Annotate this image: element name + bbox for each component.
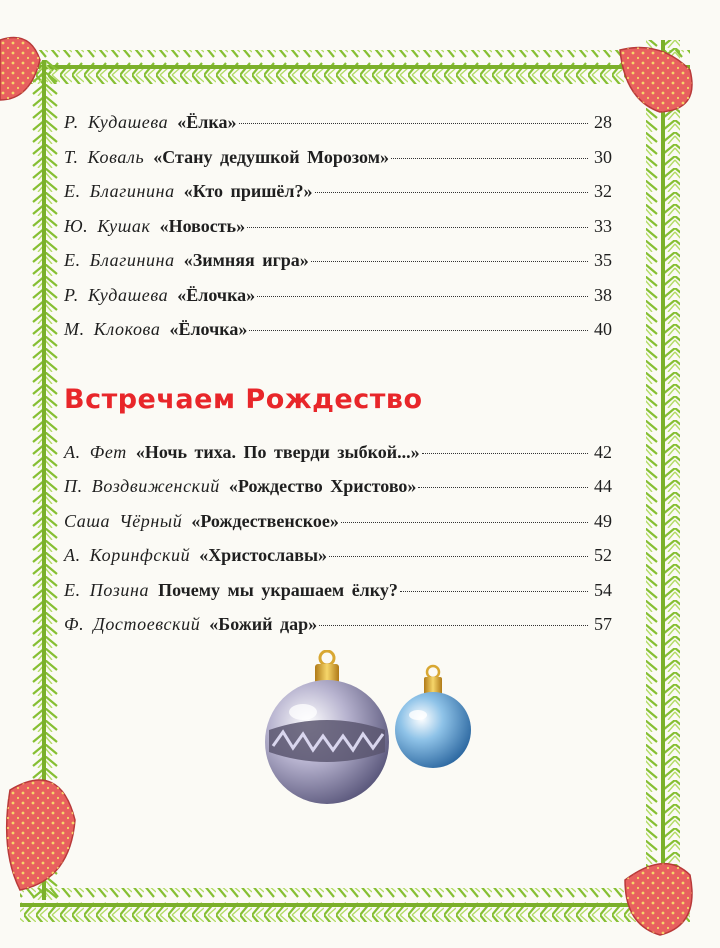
dot-leader: [319, 625, 588, 626]
toc-page-number: 49: [594, 510, 612, 531]
toc-author: А. Фет: [64, 441, 127, 462]
toc-author: Саша Чёрный: [64, 510, 183, 531]
dot-leader: [247, 227, 588, 228]
toc-page-number: 40: [594, 319, 612, 339]
toc-title: «Новость»: [159, 215, 246, 236]
toc-title: «Ёлка»: [177, 112, 237, 132]
toc-title: «Рождество Христово»: [228, 476, 417, 496]
toc-entry: [64, 614, 612, 649]
dot-leader: [341, 522, 588, 523]
toc-page-number: 38: [594, 284, 612, 305]
toc-entry: [64, 112, 612, 147]
toc-title: «Ёлочка»: [177, 284, 256, 305]
christmas-ball-icon: [255, 650, 485, 820]
toc-group-christmas: [64, 442, 612, 649]
toc-entry: [64, 442, 612, 477]
toc-title: «Ночь тиха. По тверди зыбкой...»: [135, 441, 420, 462]
toc-entry: [64, 319, 612, 354]
toc-page-number: 57: [594, 614, 612, 634]
toc-page-number: 52: [594, 545, 612, 565]
toc-entry: [64, 285, 612, 320]
toc-entry: [64, 181, 612, 216]
toc-entry: [64, 511, 612, 546]
toc-title: Почему мы украшаем ёлку?: [158, 579, 398, 600]
toc-author: А. Коринфский: [64, 545, 191, 565]
toc-page-number: 30: [594, 146, 612, 167]
toc-title: «Ёлочка»: [169, 319, 248, 339]
toc-entry: [64, 545, 612, 580]
dot-leader: [329, 556, 588, 557]
dot-leader: [239, 123, 589, 124]
section-heading: Встречаем Рождество: [64, 383, 423, 415]
toc-author: М. Клокова: [64, 319, 161, 339]
toc-author: Е. Позина: [64, 579, 150, 600]
dot-leader: [400, 591, 588, 592]
red-bow-icon: [7, 780, 75, 890]
toc-title: «Христославы»: [199, 545, 328, 565]
dot-leader: [315, 192, 588, 193]
toc-group-new-year: [64, 112, 612, 354]
toc-page-number: 32: [594, 181, 612, 201]
toc-title: «Стану дедушкой Морозом»: [153, 146, 389, 167]
dot-leader: [249, 330, 588, 331]
dot-leader: [422, 453, 588, 454]
toc-entry: [64, 147, 612, 182]
toc-title: «Рождественское»: [191, 510, 339, 531]
toc-author: Е. Благинина: [64, 181, 175, 201]
table-of-contents: [64, 112, 612, 649]
toc-entry: [64, 580, 612, 615]
toc-page-number: 54: [594, 579, 612, 600]
toc-author: Е. Благинина: [64, 250, 175, 270]
toc-entry: [64, 216, 612, 251]
dot-leader: [257, 296, 588, 297]
toc-page-number: 35: [594, 250, 612, 270]
toc-page-number: 44: [594, 476, 612, 496]
toc-author: Т. Коваль: [64, 146, 145, 167]
toc-title: «Божий дар»: [209, 614, 318, 634]
toc-author: П. Воздвиженский: [64, 476, 220, 496]
toc-title: «Зимняя игра»: [183, 250, 309, 270]
toc-author: Ф. Достоевский: [64, 614, 201, 634]
dot-leader: [311, 261, 588, 262]
toc-author: Ю. Кушак: [64, 215, 151, 236]
dot-leader: [391, 158, 588, 159]
toc-entry: [64, 250, 612, 285]
toc-title: «Кто пришёл?»: [183, 181, 313, 201]
toc-author: Р. Кудашева: [64, 112, 169, 132]
toc-page-number: 28: [594, 112, 612, 132]
toc-page-number: 33: [594, 215, 612, 236]
red-bow-icon: [625, 864, 692, 935]
dot-leader: [418, 487, 588, 488]
toc-page-number: 42: [594, 441, 612, 462]
toc-entry: [64, 476, 612, 511]
toc-author: Р. Кудашева: [64, 284, 169, 305]
